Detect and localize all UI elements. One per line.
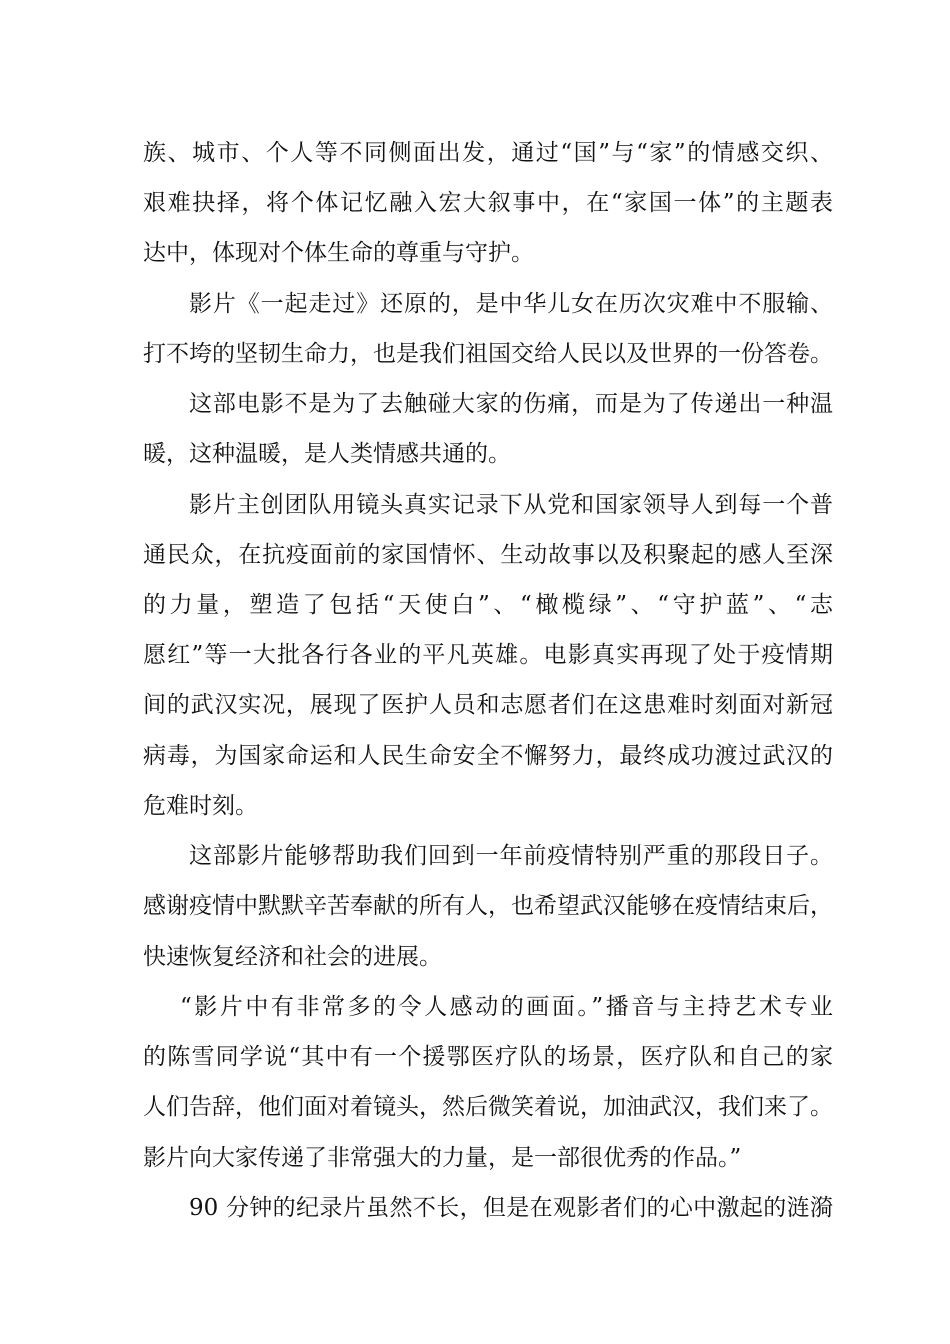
text-line: “影片中有非常多的令人感动的画面。”播音与主持艺术专业	[180, 994, 833, 1020]
text-line: 病毒，为国家命运和人民生命安全不懈努力，最终成功渡过武汉的	[143, 743, 833, 769]
text-line: 的陈雪同学说“其中有一个援鄂医疗队的场景，医疗队和自己的家	[143, 1044, 833, 1070]
text-line: 90 分钟的纪录片虽然不长，但是在观影者们的心中激起的涟漪	[189, 1195, 833, 1221]
text-line: 这部电影不是为了去触碰大家的伤痛，而是为了传递出一种温	[189, 391, 833, 417]
text-line: 暖，这种温暖，是人类情感共通的。	[143, 441, 511, 467]
text-line: 影片向大家传递了非常强大的力量，是一部很优秀的作品。”	[143, 1145, 742, 1171]
text-line: 这部影片能够帮助我们回到一年前疫情特别严重的那段日子。	[189, 843, 833, 869]
text-line: 间的武汉实况，展现了医护人员和志愿者们在这患难时刻面对新冠	[143, 692, 833, 718]
text-line: 感谢疫情中默默辛苦奉献的所有人，也希望武汉能够在疫情结束后，	[143, 893, 833, 919]
text-line: 打不垮的坚韧生命力，也是我们祖国交给人民以及世界的一份答卷。	[143, 341, 833, 367]
text-line: 影片《一起走过》还原的，是中华儿女在历次灾难中不服输、	[189, 291, 833, 317]
text-line: 通民众，在抗疫面前的家国情怀、生动故事以及积聚起的感人至深	[143, 542, 833, 568]
text-line: 族、城市、个人等不同侧面出发，通过“国”与“家”的情感交织、	[143, 140, 833, 166]
text-line: 的力量，塑造了包括“天使白”、“橄榄绿”、“守护蓝”、“志	[143, 592, 833, 618]
text-line: 艰难抉择，将个体记忆融入宏大叙事中，在“家国一体”的主题表	[143, 190, 833, 216]
text-line: 人们告辞，他们面对着镜头，然后微笑着说，加油武汉，我们来了。	[143, 1094, 833, 1120]
text-line: 快速恢复经济和社会的进展。	[143, 944, 442, 970]
text-line: 危难时刻。	[143, 793, 258, 819]
text-line: 达中，体现对个体生命的尊重与守护。	[143, 240, 534, 266]
text-line: 影片主创团队用镜头真实记录下从党和国家领导人到每一个普	[189, 492, 833, 518]
text-line: 愿红”等一大批各行各业的平凡英雄。电影真实再现了处于疫情期	[143, 642, 833, 668]
